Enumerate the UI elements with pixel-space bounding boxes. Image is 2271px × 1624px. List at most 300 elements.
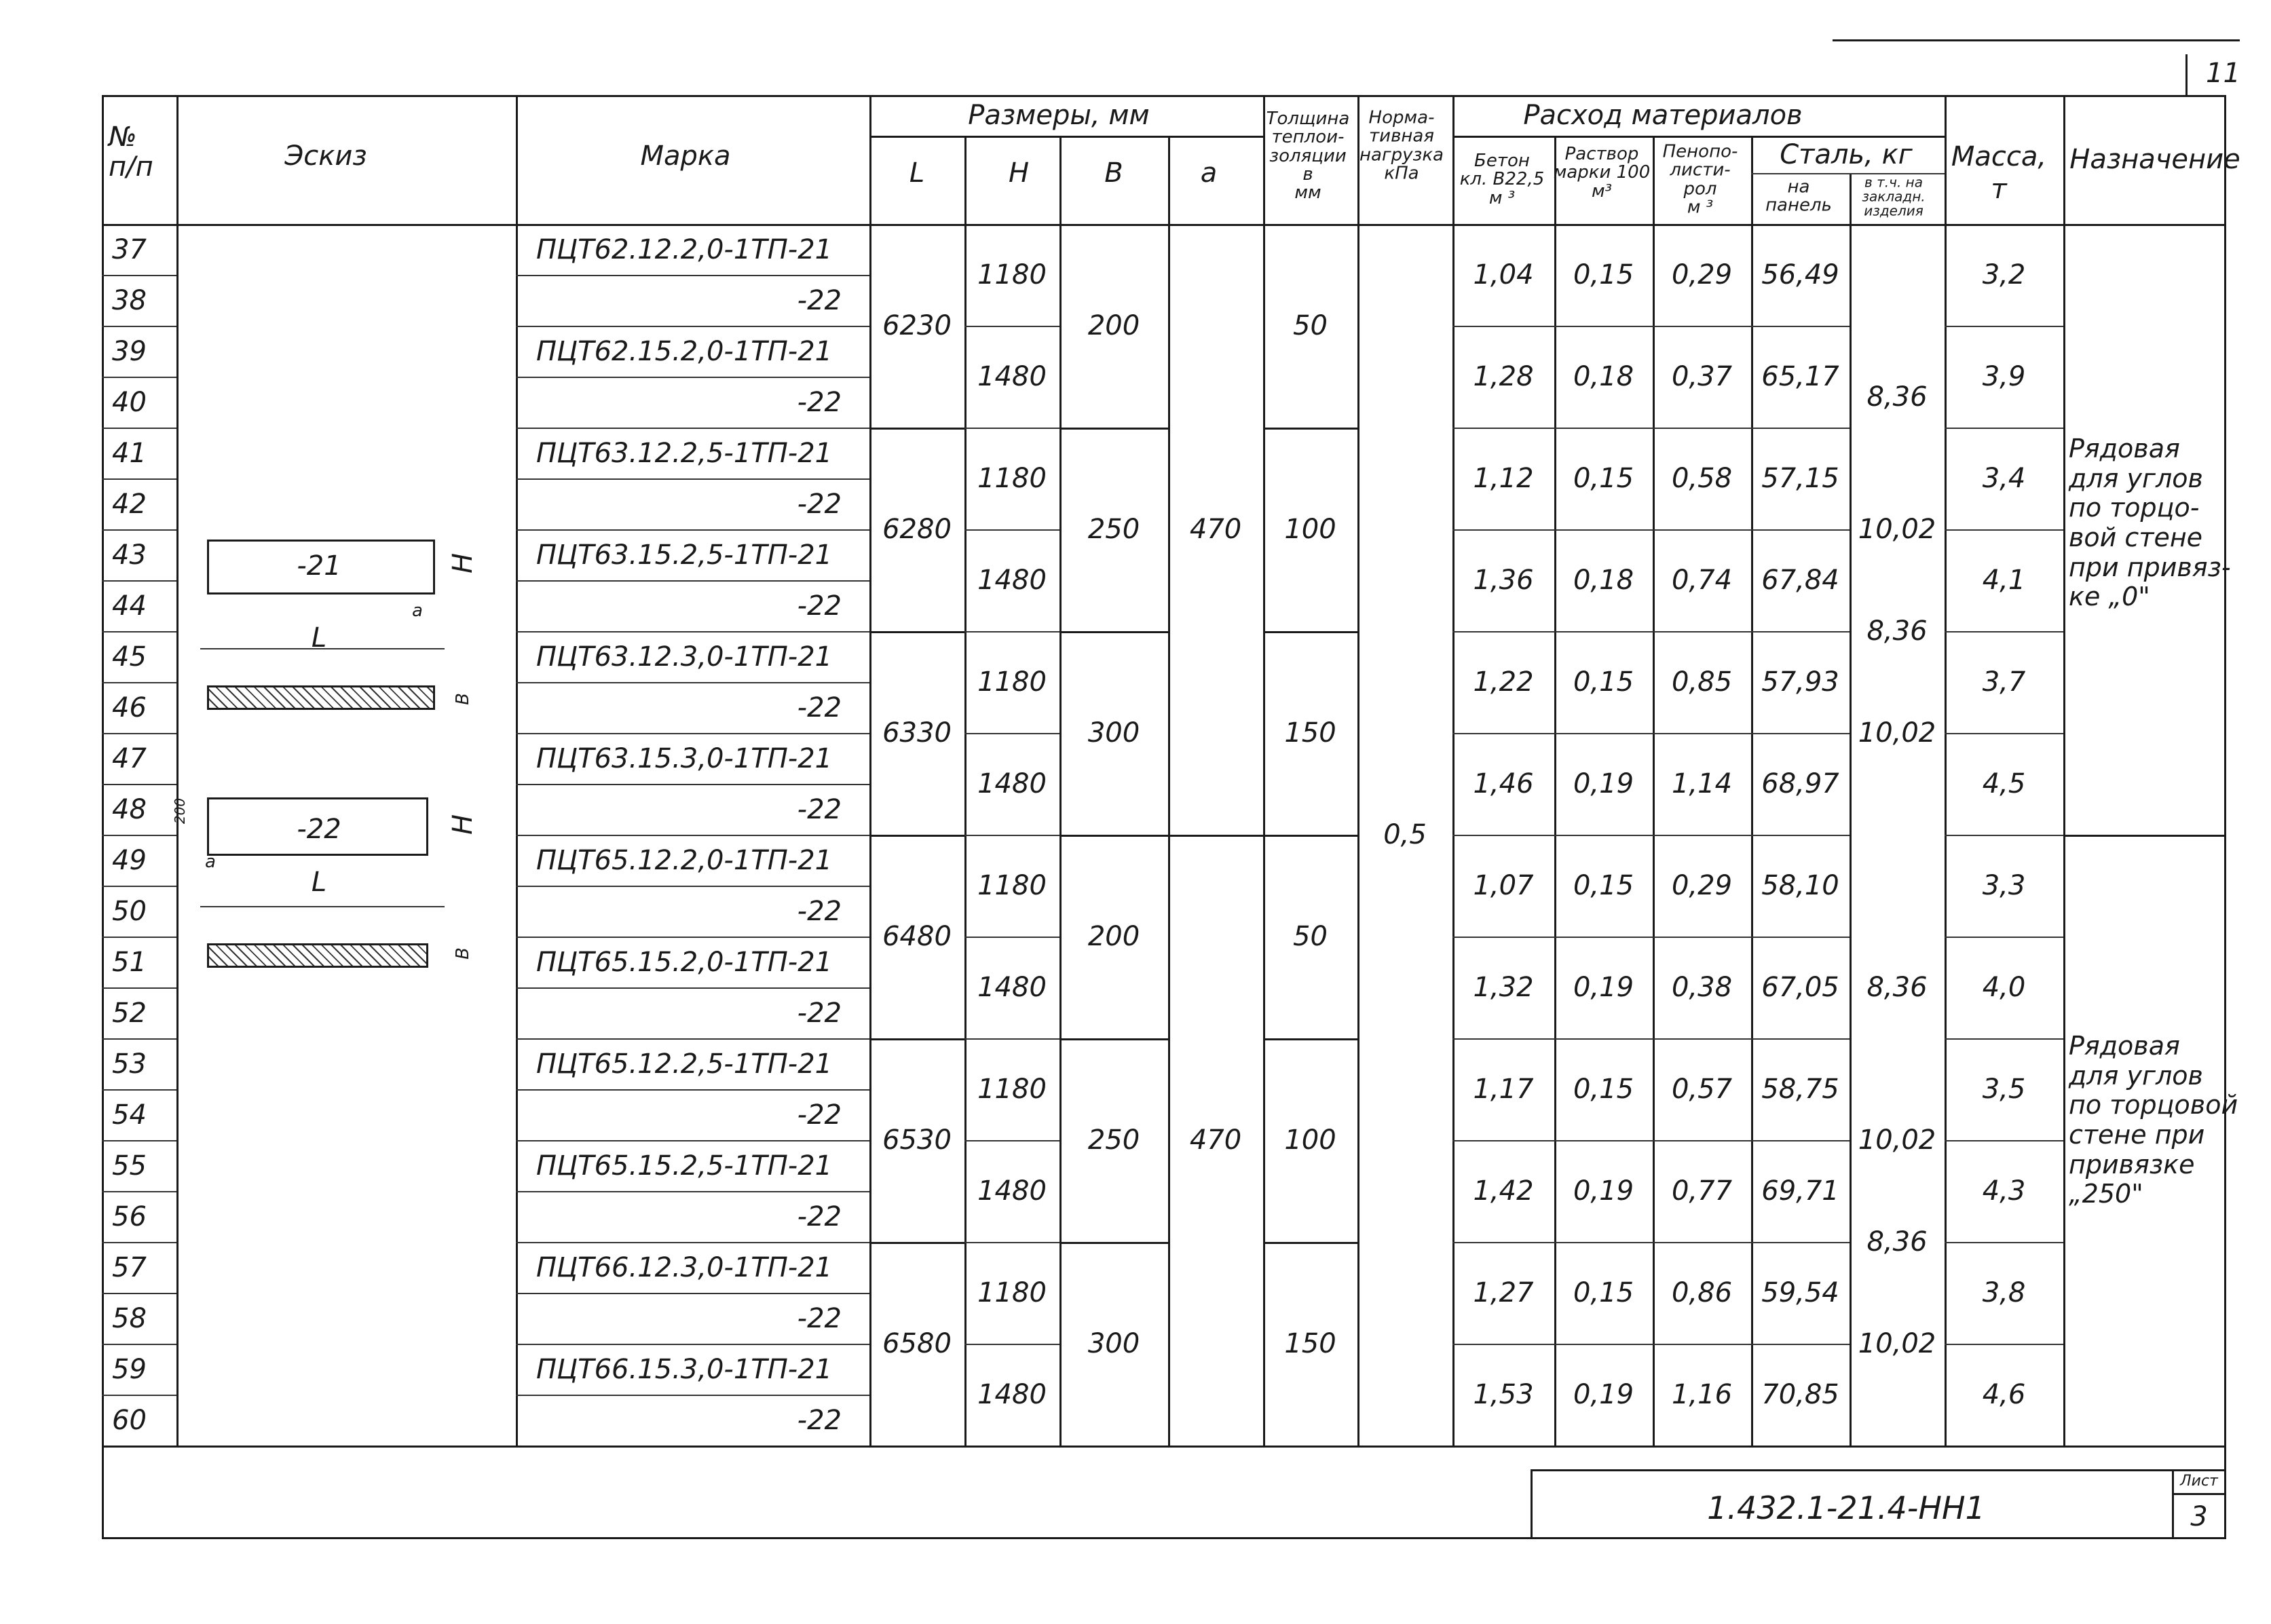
mortar-value: 0,15 [1573,666,1634,698]
panel-line [1452,733,1850,734]
panel-mark: ПЦТ63.12.3,0-1ТП-21 [536,641,833,673]
foam-value: 1,14 [1671,768,1733,799]
row-line [102,1089,176,1091]
panel-mark-variant: -22 [797,1099,842,1131]
mortar-value: 0,18 [1573,565,1634,596]
row-line [516,1089,869,1091]
row-number: 42 [112,489,147,520]
foam-value: 0,38 [1671,972,1733,1003]
dim-L-value: 6280 [882,514,952,545]
concrete-value: 1,27 [1473,1277,1534,1308]
panel-mark-variant: -22 [797,285,842,316]
mortar-value: 0,18 [1573,361,1634,392]
panel-line [964,1038,1059,1040]
mortar-value: 0,15 [1573,870,1634,901]
row-line [102,987,176,989]
panel-line [1945,428,2063,429]
group-line [1059,1038,1168,1040]
dim-H-value: 1180 [977,1074,1047,1105]
steel-panel-value: 59,54 [1761,1277,1839,1308]
row-number: 41 [112,438,147,469]
foam-value: 0,85 [1671,666,1733,698]
header-consumption: Расход материалов [1523,100,1803,131]
row-line [102,631,176,632]
header-num: № п/п [109,121,153,183]
row-number: 52 [112,998,147,1029]
panel-mark: ПЦТ63.12.2,5-1ТП-21 [536,438,833,469]
dim-a-value: 470 [1189,514,1242,545]
dim-H-value: 1480 [977,1379,1047,1410]
dim-B-value: 200 [1087,310,1140,341]
dim-H-value: 1180 [977,870,1047,901]
stamp-code: 1.432.1-21.4-НН1 [1707,1490,1985,1526]
header-dims: Размеры, мм [968,100,1150,131]
row-number: 48 [112,794,147,825]
insulation-value: 100 [1284,1125,1336,1156]
row-line [516,326,869,327]
panel-line [1945,631,2063,632]
group-line [1059,835,1168,837]
mortar-value: 0,15 [1573,259,1634,290]
foam-value: 0,86 [1671,1277,1733,1308]
row-number: 43 [112,540,147,571]
row-line [102,1140,176,1141]
row-number: 53 [112,1049,147,1080]
mass-value: 4,6 [1982,1379,2026,1410]
panel-line [1452,326,1850,327]
row-number: 50 [112,896,147,927]
stamp-sheet-line [2172,1493,2226,1495]
panel-line [1452,835,1850,836]
panel-line [964,326,1059,327]
row-line [516,1293,869,1294]
steel-panel-value: 67,84 [1761,565,1839,596]
concrete-value: 1,17 [1473,1074,1534,1105]
dim-H-value: 1180 [977,666,1047,698]
steel-panel-value: 57,93 [1761,666,1839,698]
dim-L-value: 6230 [882,310,952,341]
panel-mark: ПЦТ63.15.3,0-1ТП-21 [536,743,833,774]
concrete-value: 1,46 [1473,768,1534,799]
header-dim-a: a [1200,157,1218,189]
steel-panel-value: 56,49 [1761,259,1839,290]
panel-mark-variant: -22 [797,1201,842,1232]
panel-mark-variant: -22 [797,896,842,927]
mortar-value: 0,19 [1573,1175,1634,1207]
group-line [869,1038,964,1040]
dim-L-value: 6580 [882,1328,952,1359]
panel-mark: ПЦТ65.15.2,0-1ТП-21 [536,947,833,978]
dim-a-value: 470 [1189,1125,1242,1156]
row-line [516,631,869,632]
panel-line [1452,529,1850,531]
header-mass: Масса, т [1951,141,2047,205]
dim-B-value: 250 [1087,1125,1140,1156]
panel-mark-variant: -22 [797,1303,842,1334]
row-line [516,733,869,734]
panel-mark: ПЦТ66.12.3,0-1ТП-21 [536,1252,833,1283]
row-number: 56 [112,1201,147,1232]
steel-panel-value: 58,10 [1761,870,1839,901]
dim-H-value: 1180 [977,259,1047,290]
foam-value: 0,29 [1671,259,1733,290]
row-line [102,1293,176,1294]
row-number: 38 [112,285,147,316]
dim-H-value: 1480 [977,565,1047,596]
mortar-value: 0,19 [1573,768,1634,799]
steel-embed-value: 8,36 [1866,972,1928,1003]
row-line [102,377,176,378]
steel-panel-value: 68,97 [1761,768,1839,799]
panel-line [1452,631,1850,632]
row-line [102,937,176,938]
group-line [869,631,964,633]
sketch-L-2: L [311,867,327,898]
dim-L-value: 6480 [882,921,952,952]
dim-H-value: 1480 [977,972,1047,1003]
header-dim-H: H [1008,157,1030,189]
sketch-dim-line-2 [200,906,445,907]
mass-value: 4,3 [1982,1175,2026,1207]
sketch-B-1: B [453,693,473,705]
mortar-value: 0,19 [1573,972,1634,1003]
row-line [516,478,869,480]
a-divider [1168,835,1263,837]
concrete-value: 1,42 [1473,1175,1534,1207]
mass-value: 3,8 [1982,1277,2026,1308]
steel-embed-value: 8,36 [1866,1226,1928,1258]
panel-line [964,529,1059,531]
row-line [516,1395,869,1396]
column-line [176,95,179,1446]
steel-panel-value: 67,05 [1761,972,1839,1003]
sketch-panel-21-section [207,685,435,710]
mass-value: 3,9 [1982,361,2026,392]
foam-value: 0,77 [1671,1175,1733,1207]
concrete-value: 1,28 [1473,361,1534,392]
row-line [102,428,176,429]
mass-value: 3,4 [1982,463,2026,494]
sketch-a-1: a [412,601,423,621]
foam-value: 0,57 [1671,1074,1733,1105]
row-number: 60 [112,1405,147,1436]
steel-panel-value: 69,71 [1761,1175,1839,1207]
stamp-sheet-number: 3 [2190,1501,2208,1532]
row-line [102,1344,176,1345]
panel-line [1452,1038,1850,1040]
panel-line [1945,1140,2063,1141]
header-dim-L: L [909,157,925,189]
steel-embed-value: 10,02 [1858,717,1936,749]
row-line [102,326,176,327]
row-number: 44 [112,590,147,622]
foam-value: 0,29 [1671,870,1733,901]
row-number: 39 [112,336,147,367]
panel-mark-variant: -22 [797,794,842,825]
purpose-divider [2063,835,2226,837]
header-foam: Пенопо- листи- рол м ³ [1662,141,1738,218]
column-line [1751,136,1753,1446]
panel-line [1452,428,1850,429]
row-line [102,733,176,734]
dim-L-value: 6530 [882,1125,952,1156]
panel-line [964,631,1059,632]
panel-line [1452,1242,1850,1243]
panel-line [1945,326,2063,327]
column-line [964,136,966,1446]
dim-B-value: 300 [1087,717,1140,749]
panel-mark-variant: -22 [797,998,842,1029]
row-line [102,275,176,276]
mortar-value: 0,15 [1573,463,1634,494]
dim-H-value: 1480 [977,1175,1047,1207]
dim-H-value: 1480 [977,361,1047,392]
insulation-value: 100 [1284,514,1336,545]
panel-line [1452,937,1850,938]
header-concrete: Бетон кл. В22,5 м ³ [1459,151,1545,208]
header-steel: Сталь, кг [1780,139,1913,170]
sketch-dim-line-1 [200,648,445,649]
dim-B-value: 250 [1087,514,1140,545]
panel-line [964,937,1059,938]
mass-value: 3,7 [1982,666,2026,698]
panel-line [964,1344,1059,1345]
row-line [102,1242,176,1243]
row-line [516,987,869,989]
header-load: Норма- тивная нагрузка кПа [1359,107,1444,184]
purpose-block-2: Рядовая для углов по торцовой стене при привязке „250" [2069,1031,2238,1209]
sketch-label-22: -22 [297,814,341,845]
row-line [516,377,869,378]
foam-value: 0,58 [1671,463,1733,494]
concrete-value: 1,04 [1473,259,1534,290]
panel-mark-variant: -22 [797,387,842,418]
dim-H-value: 1480 [977,768,1047,799]
header-dim-B: B [1104,157,1123,189]
header-mortar: Раствор марки 100 м³ [1553,144,1651,202]
header-sketch: Эскиз [284,140,367,172]
dim-H-value: 1180 [977,1277,1047,1308]
sketch-panel-22-section [207,943,428,968]
panel-line [1945,733,2063,734]
row-line [516,784,869,785]
row-line [516,1038,869,1040]
row-number: 54 [112,1099,147,1131]
sketch-label-21: -21 [297,550,341,582]
dim-B-value: 300 [1087,1328,1140,1359]
panel-mark-variant: -22 [797,590,842,622]
mass-value: 3,5 [1982,1074,2026,1105]
sketch-a-2: a [205,852,216,872]
row-line [516,835,869,836]
column-line [1168,136,1170,1446]
column-line [1850,173,1852,1446]
concrete-value: 1,12 [1473,463,1534,494]
column-line [1554,136,1556,1446]
stamp-sheet-label: Лист [2180,1473,2218,1490]
row-line [516,428,869,429]
row-line [102,835,176,836]
row-number: 49 [112,845,147,876]
mass-value: 3,3 [1982,870,2026,901]
row-line [516,682,869,683]
group-line [1263,428,1357,430]
insulation-value: 50 [1293,921,1328,952]
row-line [516,1140,869,1141]
row-line [102,478,176,480]
header-purpose: Назначение [2069,144,2240,175]
top-rule [1833,39,2240,41]
dim-B-value: 200 [1087,921,1140,952]
panel-line [964,733,1059,734]
header-mark: Марка [640,140,731,172]
panel-line [1945,529,2063,531]
mortar-value: 0,19 [1573,1379,1634,1410]
panel-line [964,1242,1059,1243]
row-line [516,580,869,582]
panel-mark-variant: -22 [797,1405,842,1436]
group-line [1059,428,1168,430]
body-bottom-line [102,1446,2226,1448]
stamp-divider [2172,1469,2174,1539]
row-line [516,1242,869,1243]
panel-line [1945,1344,2063,1345]
row-number: 57 [112,1252,147,1283]
row-line [516,529,869,531]
sketch-H-2: H [447,814,478,835]
steel-panel-value: 70,85 [1761,1379,1839,1410]
row-number: 45 [112,641,147,673]
group-line [1059,1242,1168,1244]
foam-value: 1,16 [1671,1379,1733,1410]
panel-line [964,428,1059,429]
header-steel-panel: на панель [1765,176,1832,216]
mortar-value: 0,15 [1573,1074,1634,1105]
steel-embed-value: 10,02 [1858,1125,1936,1156]
steel-embed-value: 10,02 [1858,1328,1936,1359]
row-number: 58 [112,1303,147,1334]
panel-mark: ПЦТ65.12.2,5-1ТП-21 [536,1049,833,1080]
header-line [869,136,1263,138]
group-line [869,1242,964,1244]
sketch-L-1: L [311,622,327,654]
group-line [869,428,964,430]
row-line [102,886,176,887]
column-line [2063,95,2065,1446]
row-number: 46 [112,692,147,723]
panel-mark: ПЦТ65.12.2,0-1ТП-21 [536,845,833,876]
load-value: 0,5 [1383,819,1427,850]
steel-embed-value: 10,02 [1858,514,1936,545]
panel-line [1945,1242,2063,1243]
steel-panel-value: 57,15 [1761,463,1839,494]
header-insulation: Толщина теплои- золяции в мм [1266,108,1350,203]
row-number: 55 [112,1150,147,1182]
insulation-value: 50 [1293,310,1328,341]
insulation-value: 150 [1284,1328,1336,1359]
concrete-value: 1,53 [1473,1379,1534,1410]
dim-H-value: 1180 [977,463,1047,494]
row-number: 47 [112,743,147,774]
row-line [102,682,176,683]
concrete-value: 1,07 [1473,870,1534,901]
panel-line [964,835,1059,836]
panel-line [1452,1344,1850,1345]
row-line [516,886,869,887]
panel-line [964,1140,1059,1141]
mortar-value: 0,15 [1573,1277,1634,1308]
group-line [1263,1038,1357,1040]
mass-value: 4,5 [1982,768,2026,799]
panel-mark: ПЦТ66.15.3,0-1ТП-21 [536,1354,833,1385]
panel-line [1945,1038,2063,1040]
concrete-value: 1,22 [1473,666,1534,698]
row-number: 37 [112,234,147,265]
row-line [102,580,176,582]
steel-embed-value: 8,36 [1866,381,1928,413]
concrete-value: 1,32 [1473,972,1534,1003]
mass-value: 4,1 [1982,565,2026,596]
panel-line [1945,835,2063,836]
panel-mark: ПЦТ65.15.2,5-1ТП-21 [536,1150,833,1182]
panel-line [1452,1140,1850,1141]
corner-tick [2185,54,2188,95]
header-line [1452,136,1945,138]
group-line [869,835,964,837]
row-number: 40 [112,387,147,418]
sketch-dim-200: 200 [172,797,188,825]
column-line [1653,136,1655,1446]
group-line [1263,835,1357,837]
group-line [1263,1242,1357,1244]
header-bottom-line [102,224,2226,226]
page-number: 11 [2206,58,2240,89]
foam-value: 0,37 [1671,361,1733,392]
row-line [102,784,176,785]
row-line [516,275,869,276]
row-line [516,1191,869,1192]
row-line [102,1191,176,1192]
panel-mark-variant: -22 [797,489,842,520]
row-line [102,1395,176,1396]
purpose-block-1: Рядовая для углов по торцо- вой стене при привяз- ке „0" [2069,434,2231,612]
steel-embed-value: 8,36 [1866,616,1928,647]
column-line [1059,136,1062,1446]
column-line [1357,95,1359,1446]
sketch-H-1: H [447,552,478,574]
panel-mark-variant: -22 [797,692,842,723]
panel-mark: ПЦТ62.12.2,0-1ТП-21 [536,234,833,265]
group-line [1059,631,1168,633]
panel-mark: ПЦТ62.15.2,0-1ТП-21 [536,336,833,367]
group-line [1263,631,1357,633]
row-line [516,1344,869,1345]
mass-value: 3,2 [1982,259,2026,290]
steel-panel-value: 58,75 [1761,1074,1839,1105]
row-number: 51 [112,947,147,978]
mass-value: 4,0 [1982,972,2026,1003]
row-number: 59 [112,1354,147,1385]
panel-mark: ПЦТ63.15.2,5-1ТП-21 [536,540,833,571]
dim-L-value: 6330 [882,717,952,749]
header-steel-embed: в т.ч. на закладн. изделия [1862,174,1926,219]
row-line [102,529,176,531]
row-line [516,937,869,938]
row-line [102,1038,176,1040]
concrete-value: 1,36 [1473,565,1534,596]
steel-panel-value: 65,17 [1761,361,1839,392]
foam-value: 0,74 [1671,565,1733,596]
